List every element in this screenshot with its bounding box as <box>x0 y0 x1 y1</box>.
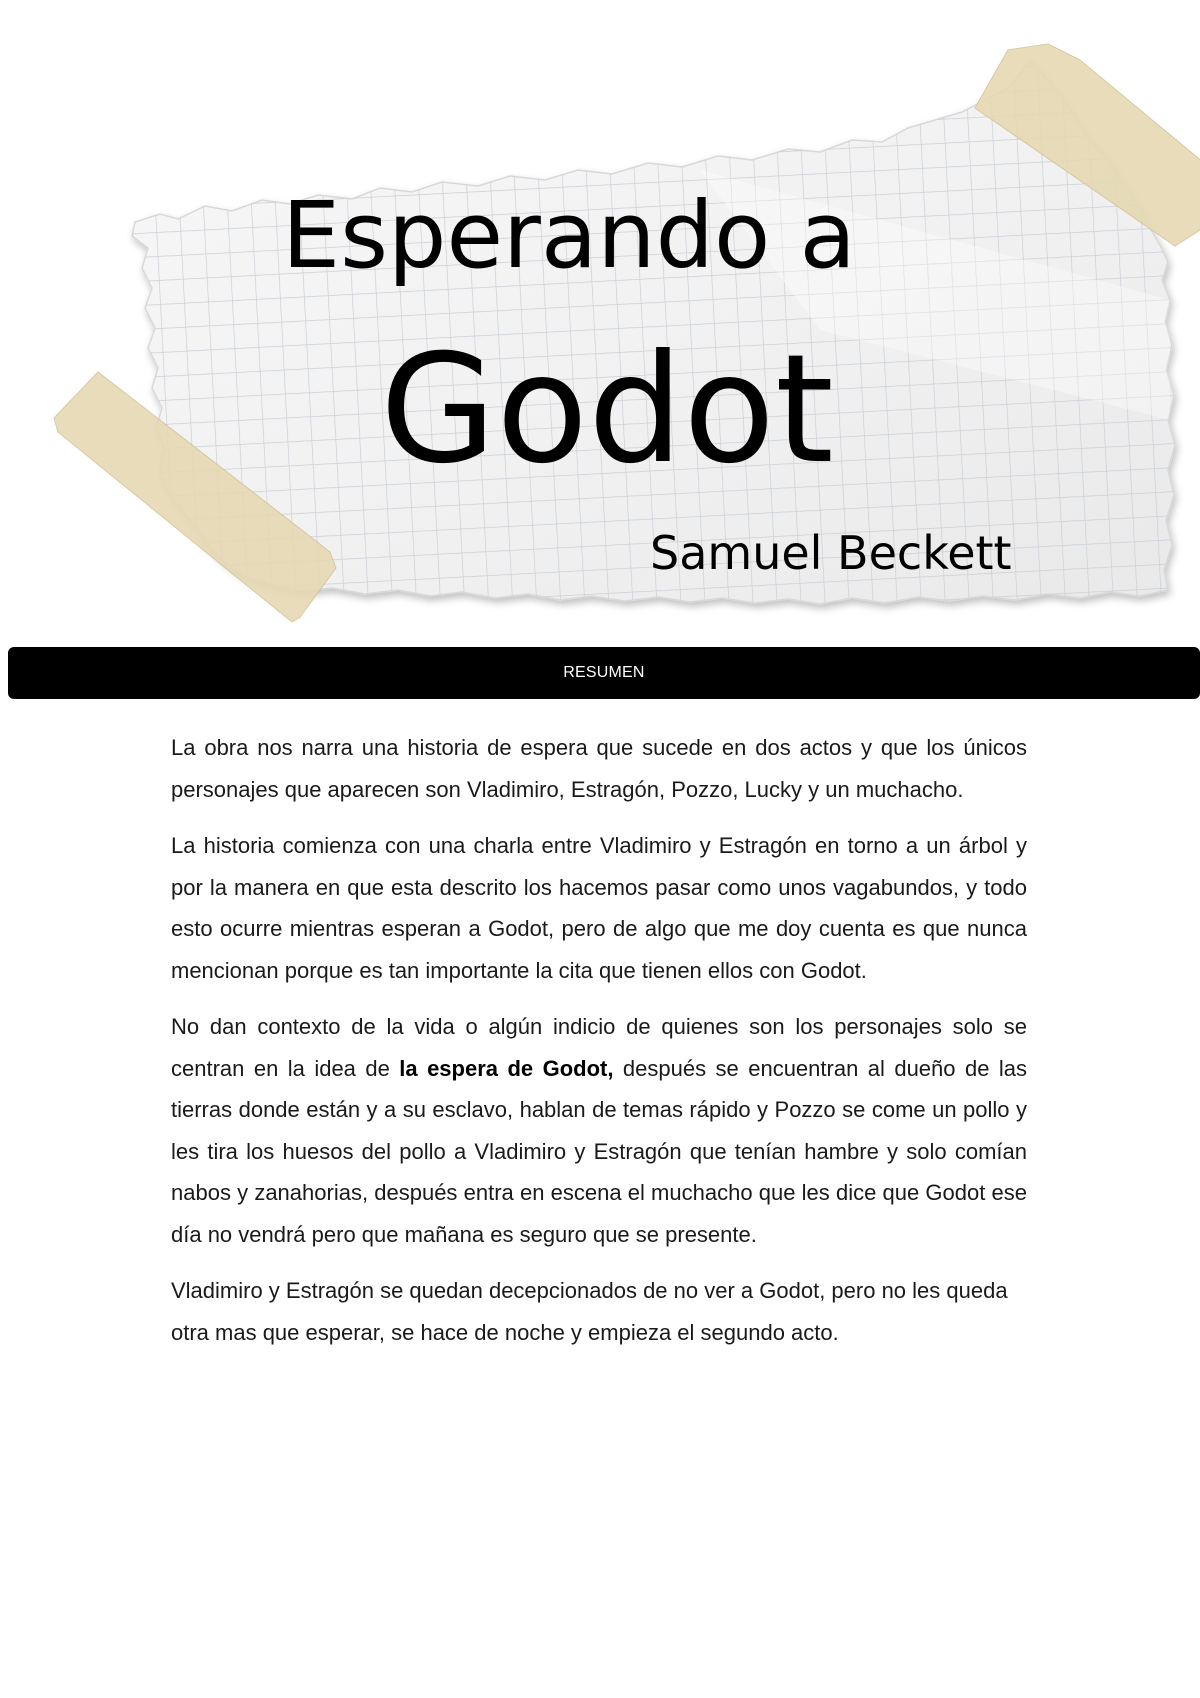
document-author: Samuel Beckett <box>650 526 1012 580</box>
summary-paragraph-3 <box>171 1006 1027 1255</box>
header-paper-illustration <box>0 0 1200 640</box>
document-title-line-1: Esperando a <box>282 182 856 289</box>
paragraph-3-text-start: No dan contexto de la vida o algún indicio de quienes son los personajes solo se centran en la idea de <box>171 1014 1027 1081</box>
paragraph-3-text-end: después se encuentran al dueño de las tierras donde están y a su esclavo, hablan de temas rápido y Pozzo se come un pollo y les tira los huesos del pollo a Vladimiro y Estragón que tenían hambre y solo comían nabos y zanahorias, después entra en escena el muchacho que les dice que Godot ese día no vendrá pero que mañana es seguro que se presente. <box>171 1055 1027 1247</box>
summary-paragraph-1: La obra nos narra una historia de espera que sucede en dos actos y que los únicos personajes que aparecen son Vladimiro, Estragón, Pozzo, Lucky y un muchacho. <box>171 735 1027 802</box>
document-title-line-2: Godot <box>380 323 834 497</box>
paragraph-3-bold-phrase: la espera de Godot, <box>399 1055 614 1081</box>
section-header-label: RESUMEN <box>563 664 645 681</box>
summary-paragraph-2: La historia comienza con una charla entre Vladimiro y Estragón en torno a un árbol y por la manera en que esta descrito los hacemos pasar como unos vagabundos, y todo esto ocurre mientras esperan a Godot, pero de algo que me doy cuenta es que nunca mencionan porque es tan importante la cita que tienen ellos con Godot. <box>171 833 1027 983</box>
summary-paragraph-4: Vladimiro y Estragón se quedan decepcionados de no ver a Godot, pero no les queda otra mas que esperar, se hace de noche y empieza el segundo acto. <box>171 1278 1008 1345</box>
summary-body <box>171 727 1027 1368</box>
section-header-bar <box>8 647 1200 699</box>
